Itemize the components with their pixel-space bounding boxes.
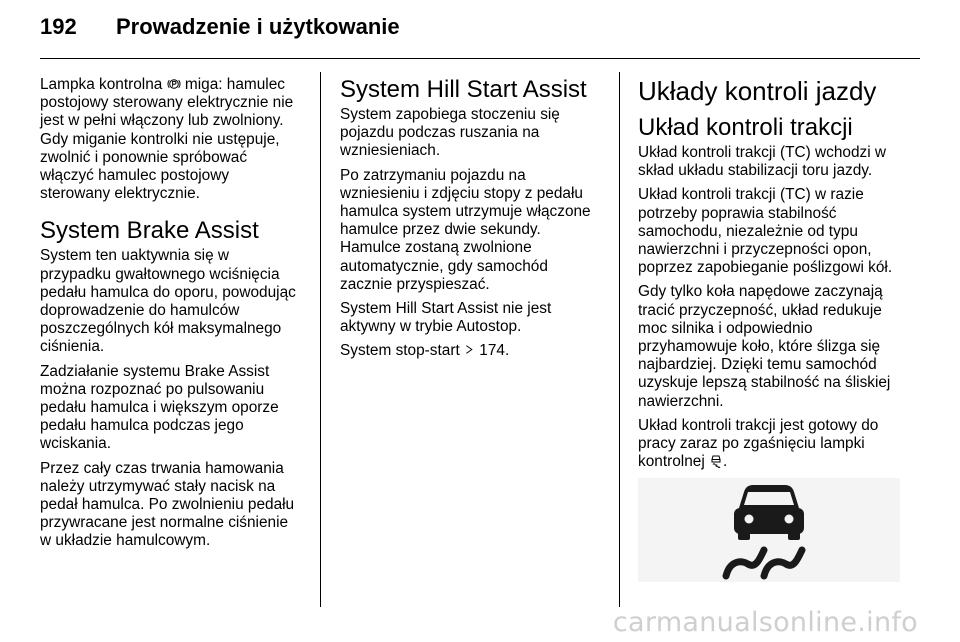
column-3 <box>638 76 912 477</box>
parking-brake-warning-icon <box>167 77 181 91</box>
traction-paragraph-4: Układ kontroli trakcji jest gotowy do pracy zaraz po zgaśnięciu lampki kontrolnej . <box>638 416 879 471</box>
header-divider <box>40 58 920 59</box>
hill-start-paragraph-3: System Hill Start Assist nie jest aktywny w trybie Autostop. <box>340 300 552 336</box>
traction-control-icon <box>709 454 723 468</box>
brake-assist-heading: System Brake Assist <box>40 217 259 245</box>
brake-assist-paragraph-3: Przez cały czas trwania hamowania należy utrzymywać stały nacisk na pedał hamulca. Po zwolnieniu pedału przywracane jest normalne ciśnienie w układzie hamulcowym. <box>40 459 295 550</box>
stop-start-reference: System stop-start 174. <box>340 342 510 360</box>
page-title: Prowadzenie i użytkowanie <box>116 14 400 39</box>
parking-brake-paragraph: Lampka kontrolna miga: hamulec postojowy sterowany elektrycznie nie jest w pełni włączony lub zwolniony. Gdy miganie kontrolki nie ustępuje, zwolnić i ponownie spróbować włączyć hamulec postojowy sterowany elektrycznie. <box>40 76 294 203</box>
traction-paragraph-2: Układ kontroli trakcji (TC) w razie potrzeby poprawia stabilność samochodu, niezależnie od typu nawierzchni i przyczepności opon, poprzez zapobieganie poślizgowi kół. <box>638 186 893 277</box>
traction-control-heading: Układ kontroli trakcji <box>638 114 853 141</box>
traction-control-illustration <box>638 478 900 582</box>
column-divider-2 <box>619 72 620 607</box>
brake-assist-paragraph-1: System ten uaktywnia się w przypadku gwałtownego wciśnięcia pedału hamulca do oporu, powodując doprowadzenie do hamulców poszczególnych kół maksymalnego ciśnienia. <box>40 247 296 356</box>
page-reference-arrow-icon <box>464 343 475 356</box>
traction-paragraph-1: Układ kontroli trakcji (TC) wchodzi w skład układu stabilizacji toru jazdy. <box>638 144 887 180</box>
traction-paragraph-3: Gdy tylko koła napędowe zaczynają tracić przyczepność, układ redukuje moc silnika i odpowiednio przyhamowuje koło, które ślizga się najbardziej. Dzięki temu samochód uzyskuje lepszą stabilność na śliskiej nawierzchni. <box>638 283 891 410</box>
hill-start-heading: System Hill Start Assist <box>340 76 587 103</box>
page-header <box>40 14 920 46</box>
page-reference-link[interactable]: 174. <box>479 342 510 360</box>
column-2 <box>340 76 608 367</box>
hill-start-paragraph-2: Po zatrzymaniu pojazdu na wzniesieniu i zdjęciu stopy z pedału hamulca system utrzymuje włączone hamulce przez dwie sekundy. Hamulce zostaną zwolnione automatycznie, gdy samochód zacznie przyspieszać. <box>340 166 591 293</box>
watermark-text: carmanualsonline.info <box>612 607 918 638</box>
hill-start-paragraph-1: System zapobiega stoczeniu się pojazdu podczas ruszania na wzniesieniach. <box>340 106 560 160</box>
column-divider-1 <box>320 72 321 607</box>
traction-control-icon <box>638 478 900 582</box>
driving-control-heading: Układy kontroli jazdy <box>638 76 877 106</box>
page-number: 192 <box>40 14 77 39</box>
watermark-band <box>0 608 960 642</box>
brake-assist-paragraph-2: Zadziałanie systemu Brake Assist można rozpoznać po pulsowaniu pedału hamulca i większym oporze pedału hamulca podczas jego wciskania. <box>40 362 279 453</box>
column-1 <box>40 76 308 557</box>
